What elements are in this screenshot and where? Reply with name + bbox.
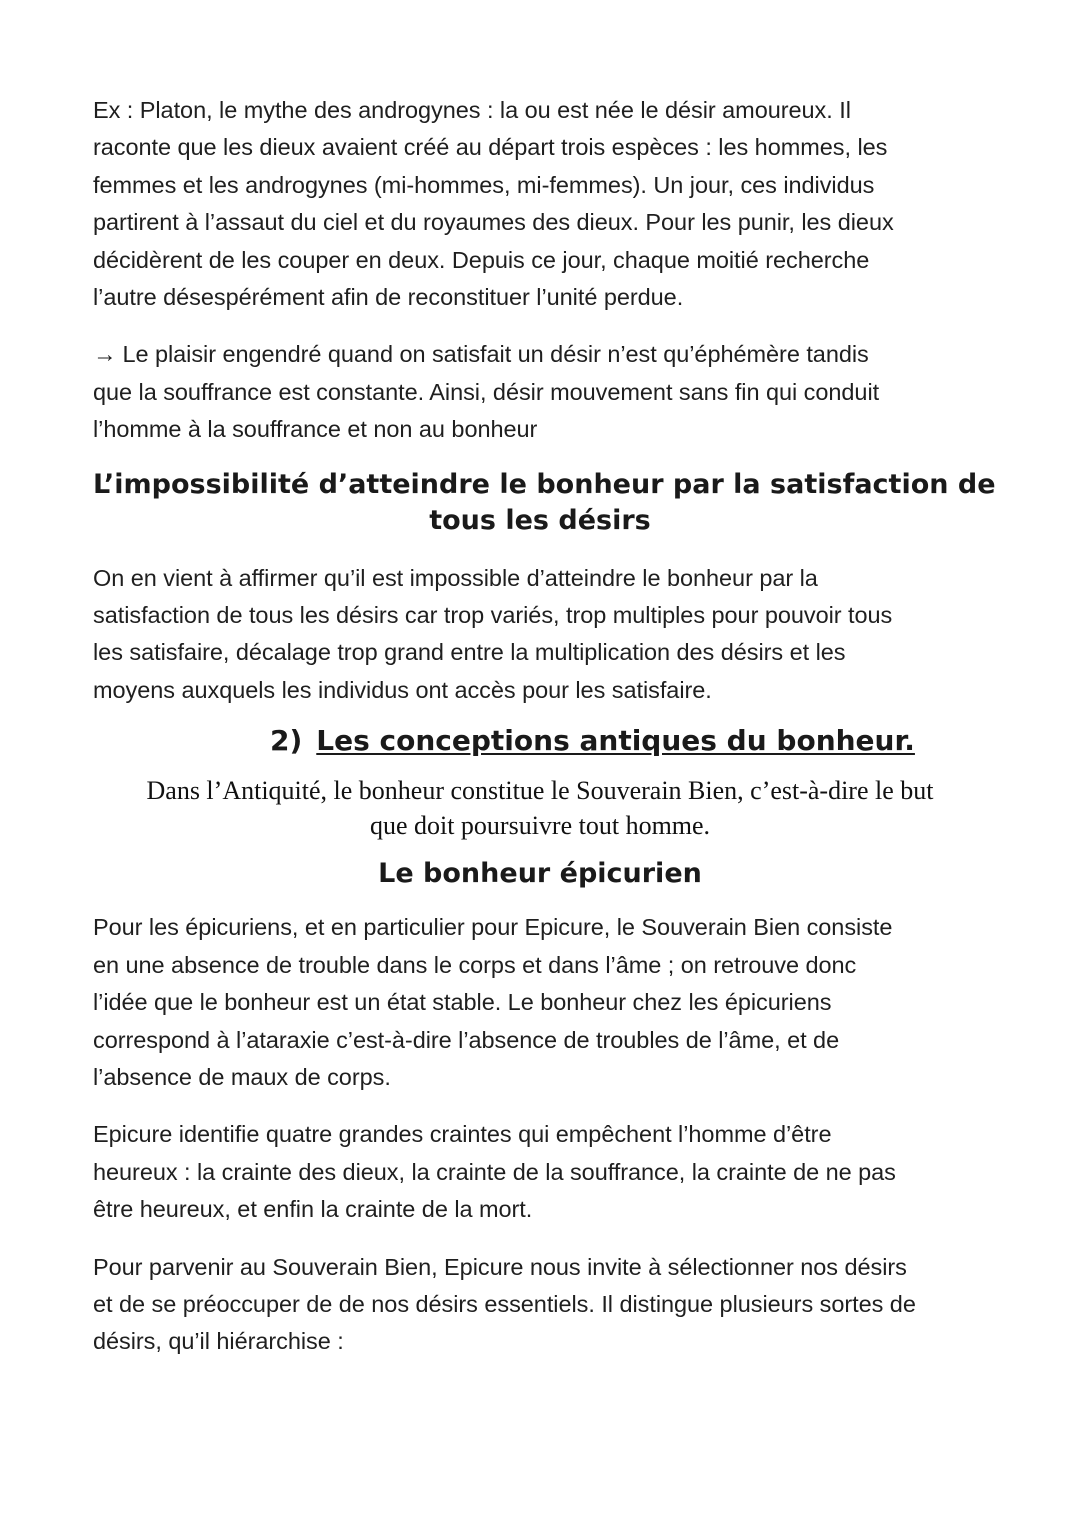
text-line — [93, 336, 993, 373]
text-line: raconte que les dieux avaient créé au départ trois espèces : les hommes, les — [93, 134, 888, 161]
text-line: Epicure identifie quatre grandes craintes qui empêchent l’homme d’être — [93, 1121, 832, 1148]
text-line: l’absence de maux de corps. — [93, 1063, 391, 1090]
section-title: Les conceptions antiques du bonheur. — [316, 724, 915, 758]
text-line: Dans l’Antiquité, le bonheur constitue le Souverain Bien, c’est-à-dire le but — [146, 776, 934, 806]
arrow-right-icon: → — [93, 341, 117, 368]
text-line: femmes et les androgynes (mi-hommes, mi-femmes). Un jour, ces individus — [93, 171, 875, 198]
text-line: Ex : Platon, le mythe des androgynes : la ou est née le désir amoureux. Il — [93, 97, 851, 123]
paragraph-fears — [93, 1116, 993, 1228]
text-line: Pour les épicuriens, et en particulier pour Epicure, le Souverain Bien consiste — [93, 914, 893, 941]
paragraph-platon-myth — [93, 92, 993, 316]
text-line: On en vient à affirmer qu’il est impossible d’atteindre le bonheur par la — [93, 564, 818, 591]
section-number: 2) — [270, 724, 303, 758]
text-line: moyens auxquels les individus ont accès pour les satisfaire. — [93, 676, 712, 703]
heading-impossibility — [93, 467, 996, 540]
text-line-content: Le plaisir engendré quand on satisfait un désir n’est qu’éphémère tandis — [122, 341, 869, 368]
paragraph-conclusion — [93, 336, 993, 448]
text-line: l’homme à la souffrance et non au bonheur — [93, 416, 538, 443]
heading-line: tous les désirs — [429, 505, 651, 537]
text-line: que doit poursuivre tout homme. — [369, 811, 711, 841]
text-line: en une absence de trouble dans le corps et dans l’âme ; on retrouve donc — [93, 951, 857, 978]
text-line: les satisfaire, décalage trop grand entre la multiplication des désirs et les — [93, 639, 846, 666]
section-heading — [93, 721, 993, 761]
text-line: être heureux, et enfin la crainte de la mort. — [93, 1196, 533, 1223]
paragraph-desires — [93, 1249, 993, 1361]
text-line: Pour parvenir au Souverain Bien, Epicure nous invite à sélectionner nos désirs — [93, 1253, 907, 1280]
text-line: correspond à l’ataraxie c’est-à-dire l’absence de troubles de l’âme, et de — [93, 1026, 840, 1053]
text-line: et de se préoccuper de de nos désirs essentiels. Il distingue plusieurs sortes de — [93, 1290, 916, 1317]
text-line: désirs, qu’il hiérarchise : — [93, 1328, 344, 1355]
paragraph-impossibility — [93, 560, 993, 710]
text-line: l’autre désespérément afin de reconstituer l’unité perdue. — [93, 284, 684, 311]
text-line: que la souffrance est constante. Ainsi, désir mouvement sans fin qui conduit — [93, 378, 880, 405]
text-line: partirent à l’assaut du ciel et du royaumes des dieux. Pour les punir, les dieux — [93, 209, 894, 236]
text-line: décidèrent de les couper en deux. Depuis ce jour, chaque moitié recherche — [93, 246, 870, 273]
text-line: heureux : la crainte des dieux, la crainte de la souffrance, la crainte de ne pas — [93, 1158, 896, 1185]
text-line: satisfaction de tous les désirs car trop variés, trop multiples pour pouvoir tous — [93, 602, 893, 629]
document-page — [93, 92, 996, 1361]
paragraph-epicureans — [93, 909, 993, 1096]
heading-epicurean: Le bonheur épicurien — [378, 858, 702, 890]
antiquity-statement — [93, 773, 987, 843]
text-line: l’idée que le bonheur est un état stable. Le bonheur chez les épicuriens — [93, 989, 832, 1016]
heading-line: L’impossibilité d’atteindre le bonheur par la satisfaction de — [93, 468, 996, 500]
